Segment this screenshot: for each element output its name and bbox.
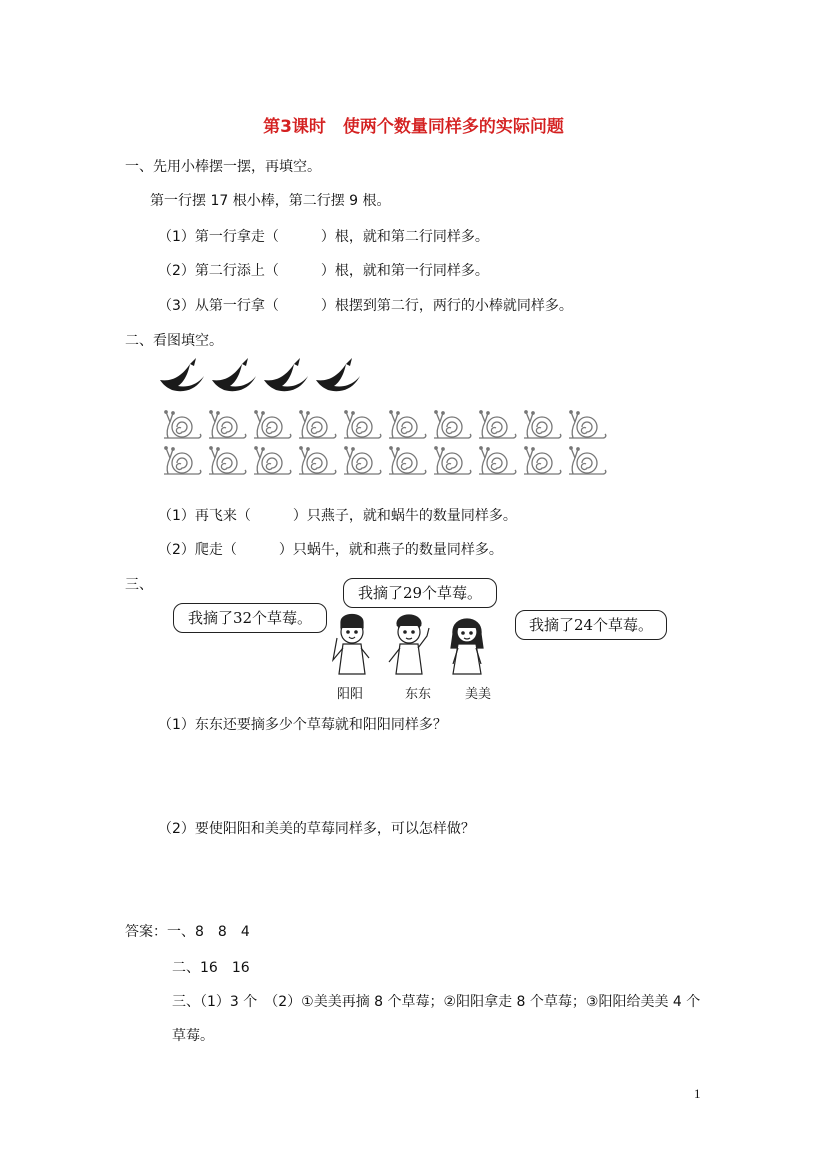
boy-yangyang-figure	[333, 615, 369, 675]
kid-label-yangyang: 阳阳	[337, 687, 364, 702]
speech-bubble-dongdong: 我摘了29个草莓。	[343, 578, 497, 608]
children-illustration	[325, 608, 505, 680]
answers-line-2: 二、16 16	[172, 960, 250, 976]
answers-line-4: 草莓。	[172, 1028, 214, 1044]
page-number: 1	[694, 1086, 701, 1101]
answers-line-1: 答案：一、8 8 4	[125, 924, 250, 940]
section1-question-2: （2）第二行添上（ ）根，就和第一行同样多。	[158, 263, 489, 279]
section3-heading: 三、	[125, 577, 153, 593]
boy-dongdong-figure	[389, 615, 429, 674]
section2-question-1: （1）再飞来（ ）只燕子，就和蜗牛的数量同样多。	[158, 508, 517, 524]
section2-question-2: （2）爬走（ ）只蜗牛，就和燕子的数量同样多。	[158, 542, 503, 558]
section1-heading: 一、先用小棒摆一摆，再填空。	[125, 159, 321, 175]
swallow-row	[160, 358, 375, 394]
speech-bubble-yangyang: 我摘了32个草莓。	[173, 603, 327, 633]
swallow-icon	[316, 358, 360, 391]
section3-question-1: （1）东东还要摘多少个草莓就和阳阳同样多？	[158, 717, 447, 733]
section3-question-2: （2）要使阳阳和美美的草莓同样多，可以怎样做？	[158, 821, 475, 837]
swallow-icon	[264, 358, 308, 391]
swallow-icon	[160, 358, 204, 391]
section2-heading: 二、看图填空。	[125, 333, 223, 349]
speech-bubble-meimei: 我摘了24个草莓。	[515, 610, 667, 640]
section1-intro: 第一行摆 17 根小棒，第二行摆 9 根。	[150, 193, 391, 209]
kid-label-meimei: 美美	[465, 687, 492, 702]
girl-meimei-figure	[451, 619, 483, 674]
answers-line-3: 三、（1）3 个 （2）①美美再摘 8 个草莓；②阳阳拿走 8 个草莓；③阳阳给美美 4 个	[172, 994, 701, 1010]
swallow-icon	[212, 358, 256, 391]
snail-grid	[160, 408, 620, 480]
section1-question-1: （1）第一行拿走（ ）根，就和第二行同样多。	[158, 229, 489, 245]
kid-label-dongdong: 东东	[405, 687, 432, 702]
page-title: 第3课时 使两个数量同样多的实际问题	[263, 117, 564, 137]
section1-question-3: （3）从第一行拿（ ）根摆到第二行，两行的小棒就同样多。	[158, 298, 573, 314]
